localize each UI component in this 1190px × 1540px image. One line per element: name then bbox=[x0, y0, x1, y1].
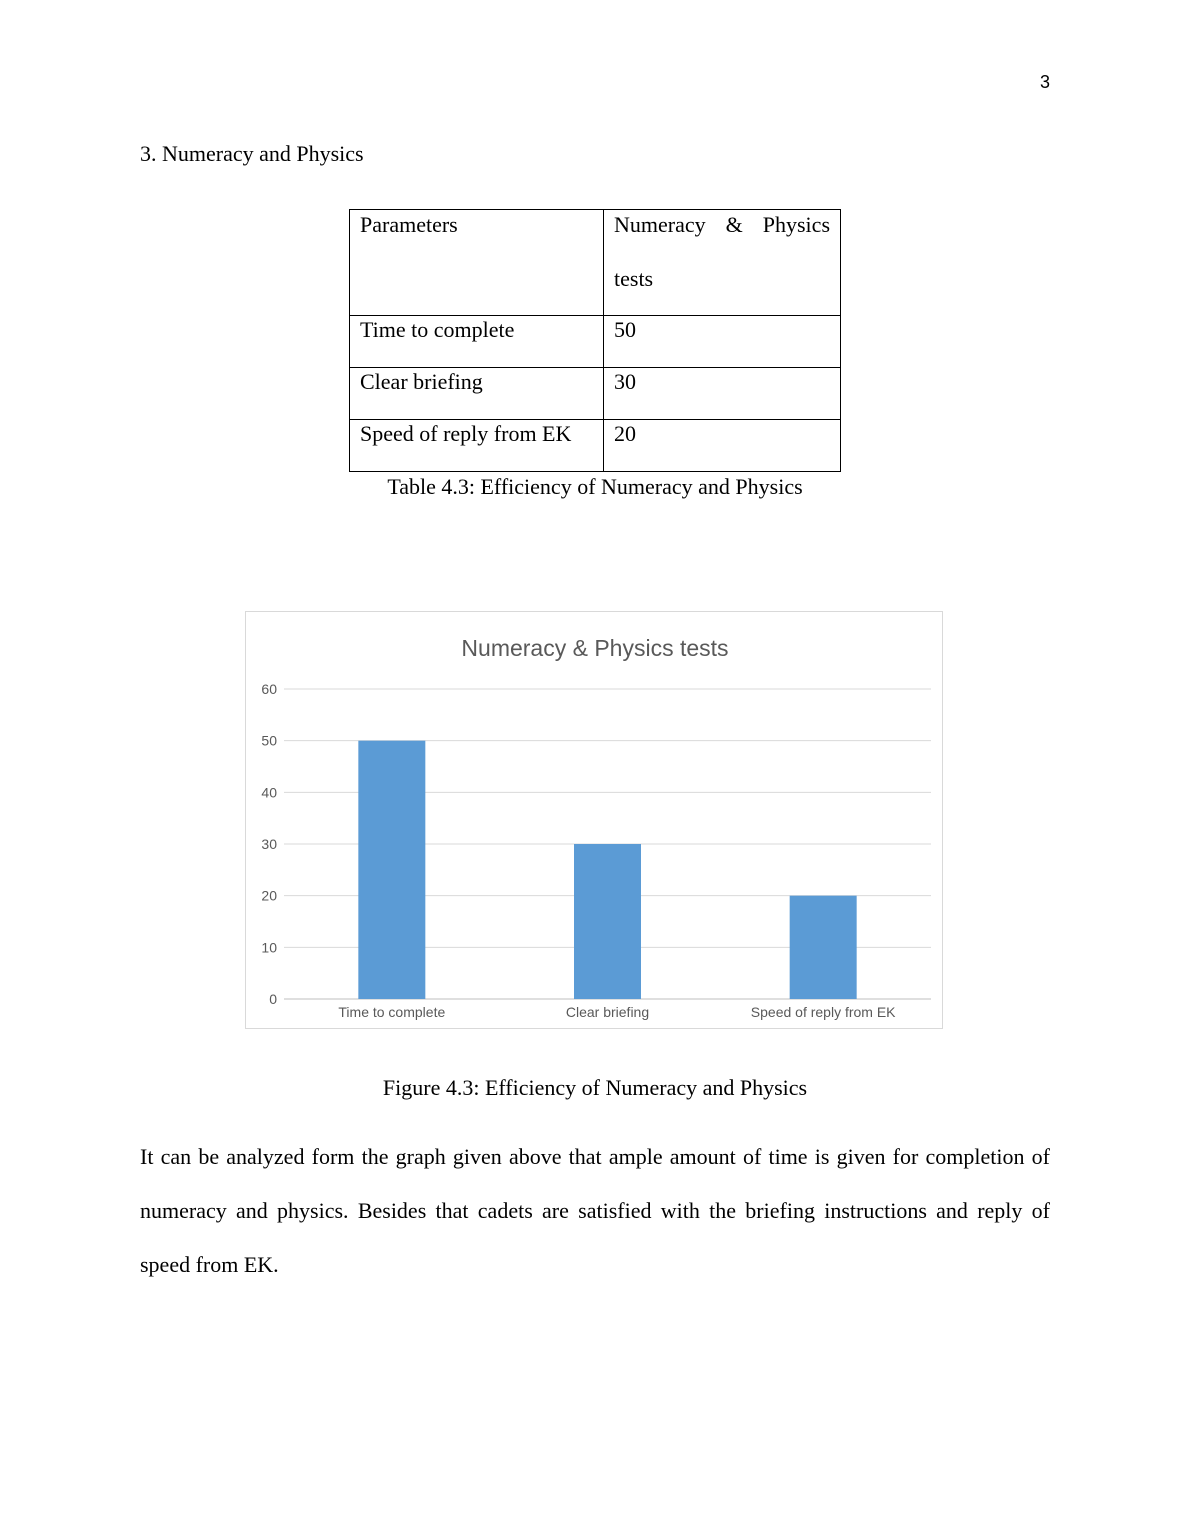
y-tick-label: 20 bbox=[261, 887, 277, 904]
table-header-parameters bbox=[350, 210, 604, 316]
y-tick-label: 50 bbox=[261, 732, 277, 749]
parameter-value: 50 bbox=[614, 317, 636, 342]
table-cell-parameter bbox=[350, 368, 604, 420]
x-tick-label: Time to complete bbox=[338, 1004, 446, 1020]
table-cell-value bbox=[604, 316, 841, 368]
table-caption: Table 4.3: Efficiency of Numeracy and Physics bbox=[387, 474, 803, 499]
x-tick-label: Speed of reply from EK bbox=[750, 1004, 896, 1020]
y-tick-label: 60 bbox=[261, 681, 277, 697]
parameter-label: Clear briefing bbox=[360, 369, 483, 394]
table-cell-value bbox=[604, 368, 841, 420]
parameter-value: 30 bbox=[614, 369, 636, 394]
bar bbox=[358, 741, 425, 999]
section-heading: 3. Numeracy and Physics bbox=[140, 141, 364, 166]
table-header-row bbox=[350, 210, 841, 316]
chart-canvas bbox=[246, 612, 944, 1030]
chart-title: Numeracy & Physics tests bbox=[461, 635, 729, 661]
y-tick-label: 30 bbox=[261, 836, 277, 852]
header-tests-label-line2: tests bbox=[614, 266, 654, 291]
table-row bbox=[350, 420, 841, 472]
table-cell-parameter bbox=[350, 420, 604, 472]
bar-chart bbox=[245, 611, 943, 1029]
parameter-label: Time to complete bbox=[360, 317, 515, 342]
table-row bbox=[350, 316, 841, 368]
bar bbox=[574, 844, 641, 999]
parameter-label: Speed of reply from EK bbox=[360, 421, 572, 446]
bar bbox=[790, 896, 857, 999]
page-number: 3 bbox=[1039, 72, 1050, 92]
figure-caption: Figure 4.3: Efficiency of Numeracy and Physics bbox=[382, 1075, 808, 1100]
body-paragraph: It can be analyzed form the graph given above that ample amount of time is given for completion of numeracy and physics. Besides that cadets are satisfied with the briefing instructions and reply of speed from EK. bbox=[140, 1144, 1050, 1277]
header-tests-label-line1: Numeracy & Physics bbox=[614, 212, 830, 237]
table-row bbox=[350, 368, 841, 420]
header-parameters-label: Parameters bbox=[360, 212, 458, 237]
table-cell-parameter bbox=[350, 316, 604, 368]
parameters-table bbox=[349, 209, 841, 472]
table-cell-value bbox=[604, 420, 841, 472]
parameter-value: 20 bbox=[614, 421, 636, 446]
y-tick-label: 0 bbox=[269, 991, 277, 1007]
y-tick-label: 10 bbox=[261, 939, 277, 956]
x-tick-label: Clear briefing bbox=[565, 1004, 650, 1020]
table-header-tests bbox=[604, 210, 841, 316]
y-tick-label: 40 bbox=[261, 784, 277, 801]
